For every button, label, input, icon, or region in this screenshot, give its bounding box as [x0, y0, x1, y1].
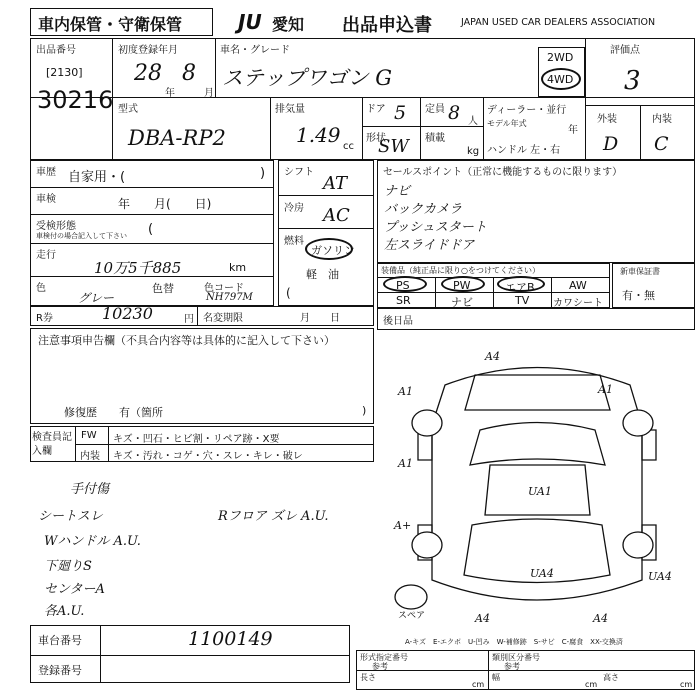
storage-label: 車内保管・守衛保管 [38, 15, 183, 34]
grade-label: 評価点 [610, 45, 640, 56]
comment-6: 各A.U. [44, 604, 85, 619]
handle-label: ハンドル 左・右 [487, 145, 561, 156]
model-label: 型式 [118, 104, 138, 115]
spec-height: 高さ [603, 673, 619, 682]
mileage-unit: km [229, 261, 247, 274]
inspection-text: 年 月( 日) [118, 197, 212, 211]
warranty-value: 有・無 [622, 289, 655, 302]
wheel-front-right [623, 410, 653, 436]
mark-a1-right: A1 [598, 383, 613, 396]
eq-kawaseat: カワシート [553, 298, 603, 309]
spec-width-cm: cm [585, 680, 598, 689]
ac-label: 冷房 [284, 203, 304, 214]
wheel-front-left [412, 410, 442, 436]
color-change: 色替 [152, 282, 174, 295]
shift-value: AT [323, 173, 348, 194]
selling-item-4: 左スライドドア [384, 238, 475, 253]
reg-label: 初度登録年月 [118, 45, 178, 56]
lot-number: 30216 [37, 86, 114, 114]
car-label: 車名・グレード [220, 45, 290, 56]
eq-airbag: エアB [505, 281, 535, 294]
car-diagram [380, 335, 695, 635]
mark-rear-a4-left: A4 [475, 612, 490, 625]
spec-class-ref: 参考 [504, 662, 520, 671]
comment-3: Wハンドル A.U. [44, 534, 141, 549]
grade-score: 3 [624, 66, 641, 96]
wheel-rear-left [412, 532, 442, 558]
color-label: 色 [36, 283, 46, 294]
mark-rear-a4-right: A4 [593, 612, 608, 625]
load-label: 積載 [425, 133, 445, 144]
name-change-text: 月 日 [300, 313, 340, 324]
selling-item-2: バックカメラ [384, 202, 463, 217]
diagram-legend: A-キズ E-エクボ U-凹み W-補修跡 S-サビ C-腐食 XX-交換済 [405, 638, 623, 646]
cap-unit: 人 [468, 116, 478, 127]
selling-item-3: プッシュスタート [384, 220, 487, 235]
insp-type-text: ( [148, 222, 154, 237]
eq-sr: SR [396, 294, 411, 307]
repair-label: 修復歴 有（箇所 [64, 406, 163, 419]
history-close: ) [260, 166, 266, 181]
inspector-label: 検査員記入欄 [32, 432, 72, 457]
reg-month: 8 [182, 61, 196, 86]
inspector-int-text: キズ・汚れ・コゲ・穴・スレ・キレ・破レ [113, 451, 303, 462]
history-label: 車歴 [36, 167, 56, 178]
fuel-paren: ( [286, 286, 291, 300]
selling-item-1: ナビ [384, 184, 411, 199]
door-value: 5 [394, 102, 407, 124]
inspector-fw-text: キズ・凹石・ヒビ割・リペア跡・X要 [113, 434, 280, 445]
shift-label: シフト [284, 167, 314, 178]
reg-no-label: 登録番号 [38, 664, 82, 677]
name-change-label: 名変期限 [203, 313, 243, 324]
spare-tire [395, 585, 427, 609]
ju-logo: JU [238, 10, 262, 34]
mark-a1-mid: A1 [398, 457, 413, 470]
cap-label: 定員 [425, 104, 445, 115]
later-box [377, 308, 695, 330]
notes-label: 注意事項申告欄（不具合内容等は具体的に記入して下さい） [38, 334, 335, 347]
form-title: 出品申込書 [342, 15, 432, 36]
auction-sheet: 車内保管・守衛保管 JU 愛知 出品申込書 JAPAN USED CAR DEALERS ASSOCIATION 出品番号 [2130] 30216 初度登録年月 28 年 8 月 車名・グレード ステップワゴン G 2WD 4WD 評価点 3 外装 内装 D C 型式 DBA-RP2 排気量 1.49 cc ドア 5 形状 SW 定員 8 人 積載 kg ディーラー・並行 モデル年式 年 ハンドル 左・右 車歴 自家用・( ) 車検 年 月( 日) 受検形態 車検付の場合記入して下さい ( 走行 10万5千885 km 色 グレー 色替 色コード NH797M シフト AT 冷房 AC 燃料 ガソリン 軽 油 ( セールスポイント（正常に機能するものに限ります） ナビ バックカメラ プッシュスタート 左スライドドア 装備品（純正品に限り○をつけてください） PS PW エアB AW SR ナビ TV カワシート 新車保証書 有・無 R券 10230 円 名変期限 月 日 後日品 注意事項申告欄（不具合内容等は具体的に記入して下さい） 修復歴 有（箇所 ) 検査員記入欄 FW キズ・凹石・ヒビ割・リペア跡・X要 内装 キズ・汚れ・コゲ・穴・スレ・キレ・破レ 手付傷 シートスレ Wハンドル A.U. 下廻りS センターA 各A.U. Rフロア ズレ A.U. スペア A4 A1 A1 A1 UA1 A+ UA4 UA4 A4 A4 A-キズ E-エクボ U-凹み W-補修跡 S-サビ C-腐食 XX-交換済 車台番号 1100149 登録番号 形式指定番号 参考 類別区分番号 参考 長さ cm 幅 cm 高さ cm [0, 0, 700, 700]
fuel-light: 軽 油 [306, 268, 339, 281]
mileage-value: 10万5千885 [94, 259, 182, 277]
eq-ps-circle [383, 276, 427, 292]
spec-height-cm: cm [680, 680, 693, 689]
cap-value: 8 [448, 102, 461, 124]
equipment-label: 装備品（純正品に限り○をつけてください） [381, 266, 540, 275]
disp-value: 1.49 [296, 123, 341, 147]
drive-4wd-circle [541, 68, 581, 90]
form-title-en: JAPAN USED CAR DEALERS ASSOCIATION [461, 17, 656, 28]
comment-right: Rフロア ズレ A.U. [218, 509, 329, 524]
reg-year-unit: 年 [165, 88, 175, 99]
comment-2: シートスレ [38, 509, 103, 524]
comment-5: センターA [44, 582, 105, 597]
eq-ps: PS [396, 279, 410, 292]
eq-navi: ナビ [451, 296, 473, 309]
color-code: NH797M [206, 292, 253, 303]
load-unit: kg [467, 146, 480, 157]
ac-value: AC [323, 205, 350, 226]
comment-4: 下廻りS [44, 559, 92, 574]
spec-length: 長さ [360, 673, 376, 682]
eq-pw-circle [441, 276, 485, 292]
insp-type-note: 車検付の場合記入して下さい [36, 232, 127, 240]
spec-length-cm: cm [472, 680, 485, 689]
grade-int-label: 内装 [652, 114, 672, 125]
wheel-rear-right [623, 532, 653, 558]
selling-label: セールスポイント（正常に機能するものに限ります） [383, 167, 623, 178]
body-label: 形状 [366, 133, 386, 144]
reg-year: 28 [134, 61, 162, 86]
door-label: ドア [366, 104, 386, 115]
model-year-label: モデル年式 [487, 119, 527, 128]
mark-aplus: A+ [394, 519, 412, 532]
warranty-label: 新車保証書 [620, 267, 660, 276]
org-name: 愛知 [272, 15, 305, 34]
model-year-unit: 年 [568, 125, 578, 136]
recycle-unit: 円 [184, 314, 194, 325]
car-name: ステップワゴン G [222, 66, 393, 90]
history-value: 自家用・( [68, 170, 126, 185]
color-code-label: 色コード [204, 283, 244, 294]
later-label: 後日品 [383, 316, 413, 327]
mark-ua4-center: UA4 [530, 567, 554, 580]
mark-front-a4: A4 [485, 350, 500, 363]
fuel-label: 燃料 [284, 236, 304, 247]
eq-aw: AW [569, 279, 587, 292]
mark-ua1: UA1 [528, 485, 552, 498]
mark-ua4-right: UA4 [648, 570, 672, 583]
disp-label: 排気量 [275, 104, 305, 115]
spec-class: 類別区分番号 [492, 653, 540, 662]
fuel-gasoline: ガソリン [311, 244, 355, 257]
model-value: DBA-RP2 [128, 126, 226, 150]
spec-kind-ref: 参考 [372, 662, 388, 671]
drive-2wd: 2WD [547, 51, 574, 64]
comment-1: 手付傷 [70, 482, 110, 497]
inspector-fw: FW [81, 430, 97, 441]
mileage-label: 走行 [36, 250, 56, 261]
insp-type-label: 受検形態 [36, 221, 76, 232]
drive-4wd: 4WD [547, 73, 574, 86]
lot-label: 出品番号 [36, 45, 76, 56]
spare-label: スペア [398, 611, 426, 621]
spec-width: 幅 [492, 673, 500, 682]
inspection-label: 車検 [36, 194, 56, 205]
grade-ext: D [603, 133, 619, 155]
fuel-gasoline-circle [305, 238, 353, 260]
inspector-int: 内装 [80, 451, 100, 462]
body-value: SW [378, 136, 409, 157]
color-value: グレー [78, 291, 115, 305]
disp-unit: cc [343, 141, 354, 152]
reg-month-unit: 月 [204, 88, 214, 99]
recycle-value: 10230 [102, 304, 153, 323]
eq-pw: PW [453, 279, 471, 292]
mark-a1-top: A1 [398, 385, 413, 398]
spec-kind: 形式指定番号 [360, 653, 408, 662]
grade-int: C [654, 133, 669, 155]
lot-sub: [2130] [46, 66, 83, 79]
chassis-value: 1100149 [188, 628, 273, 650]
chassis-label: 車台番号 [38, 634, 82, 647]
dealer-label: ディーラー・並行 [487, 105, 567, 116]
grade-ext-label: 外装 [597, 114, 617, 125]
eq-tv: TV [515, 294, 530, 307]
eq-airbag-circle [497, 276, 545, 292]
recycle-label: R券 [36, 313, 53, 324]
